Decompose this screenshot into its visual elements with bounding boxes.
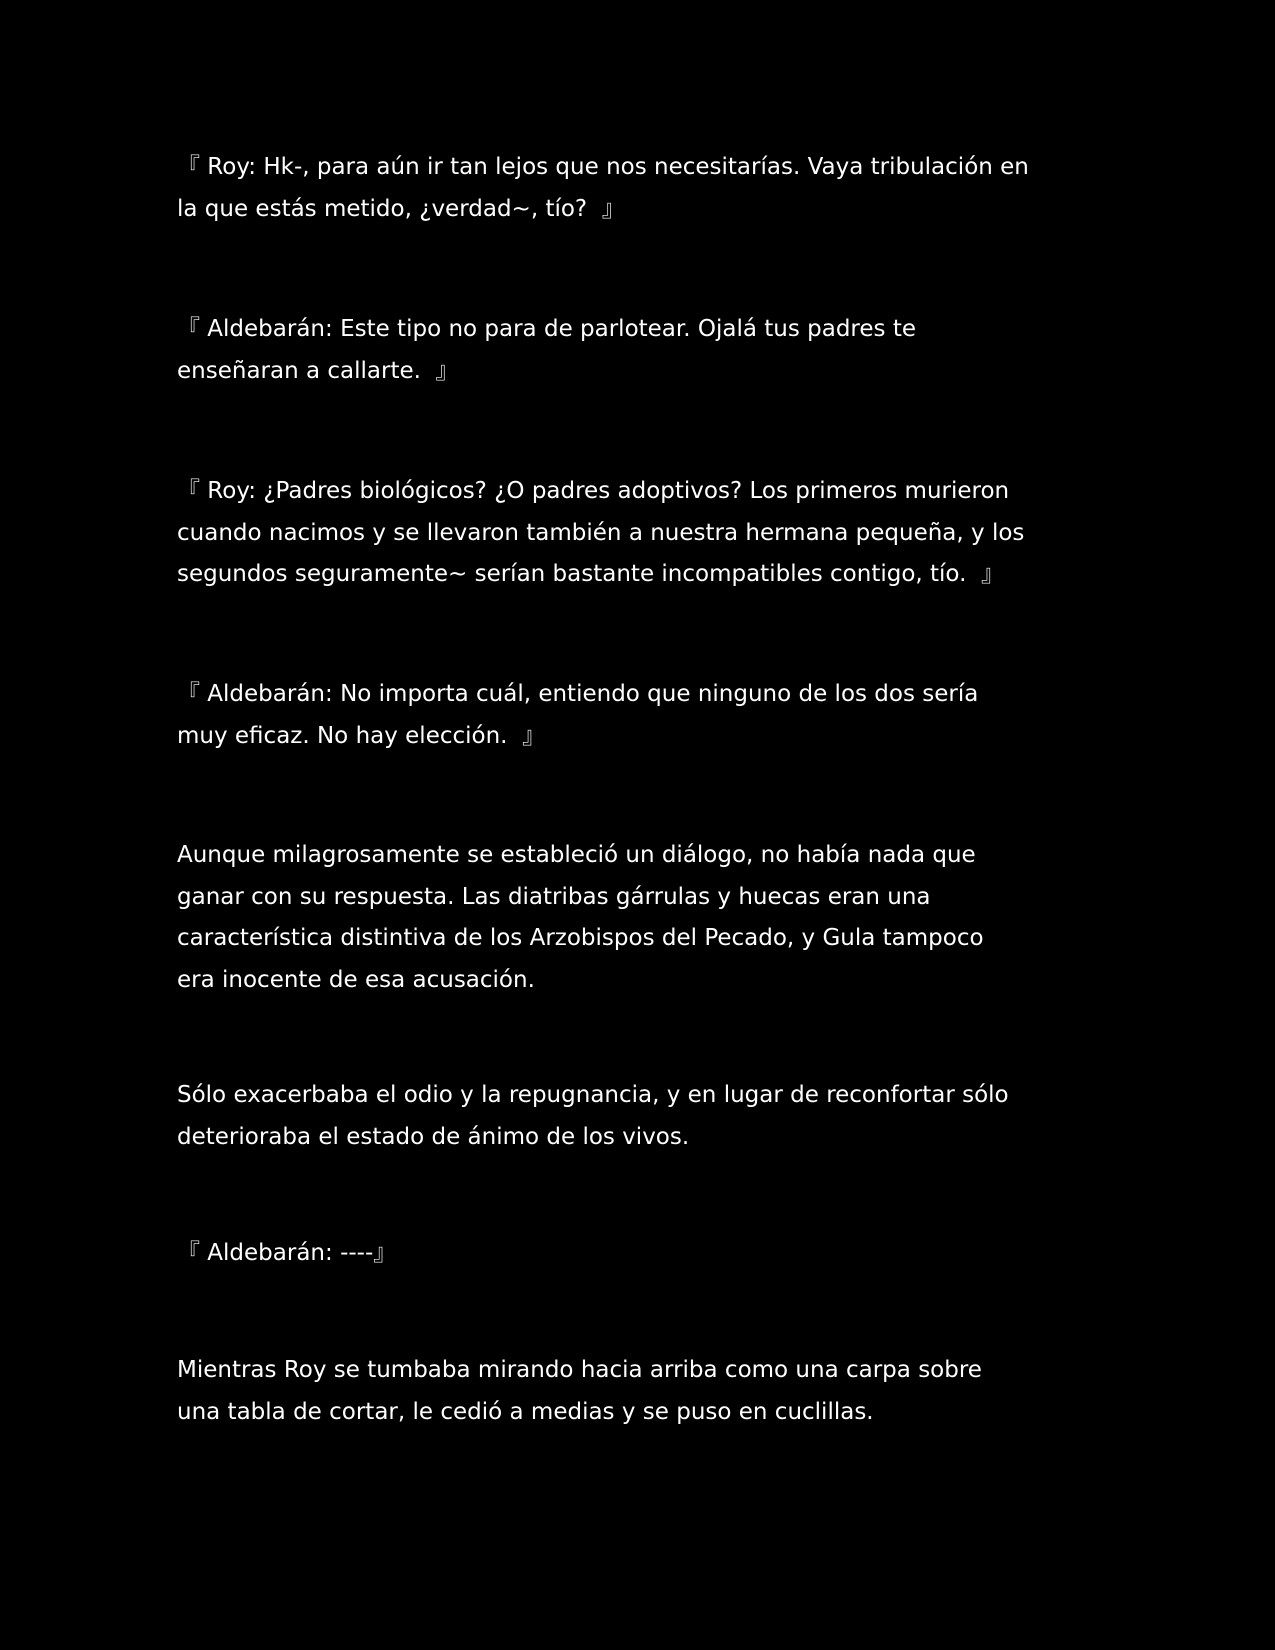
dialogue-aldebaran-2: 『 Aldebarán: No importa cuál, entiendo que ninguno de los dos sería muy eficaz. No hay elección. 』 xyxy=(177,681,979,749)
narration-paragraph-3: Mientras Roy se tumbaba mirando hacia arriba como una carpa sobre una tabla de cortar, le cedió a medias y se puso en cuclillas. xyxy=(177,1357,982,1425)
dialogue-roy-1: 『 Roy: Hk-, para aún ir tan lejos que nos necesitarías. Vaya tribulación en la que estás metido, ¿verdad~, tío? 』 xyxy=(177,154,1029,222)
dialogue-aldebaran-1: 『 Aldebarán: Este tipo no para de parlotear. Ojalá tus padres te enseñaran a callarte. 』 xyxy=(177,316,916,384)
narration-paragraph-2: Sólo exacerbaba el odio y la repugnancia, y en lugar de reconfortar sólo deterioraba el estado de ánimo de los vivos. xyxy=(177,1082,1009,1150)
dialogue-aldebaran-3: 『 Aldebarán: ----』 xyxy=(177,1240,397,1266)
dialogue-roy-2: 『 Roy: ¿Padres biológicos? ¿O padres adoptivos? Los primeros murieron cuando nacimos y se llevaron también a nuestra hermana pequeña, y los segundos seguramente~ serían bastante incompatibles contigo, tío. 』 xyxy=(177,478,1025,587)
narration-paragraph-1: Aunque milagrosamente se estableció un diálogo, no había nada que ganar con su respuesta. Las diatribas gárrulas y huecas eran una característica distintiva de los Arzobispos del Pecado, y Gula tampoco era inocente de esa acusación. xyxy=(177,842,984,993)
